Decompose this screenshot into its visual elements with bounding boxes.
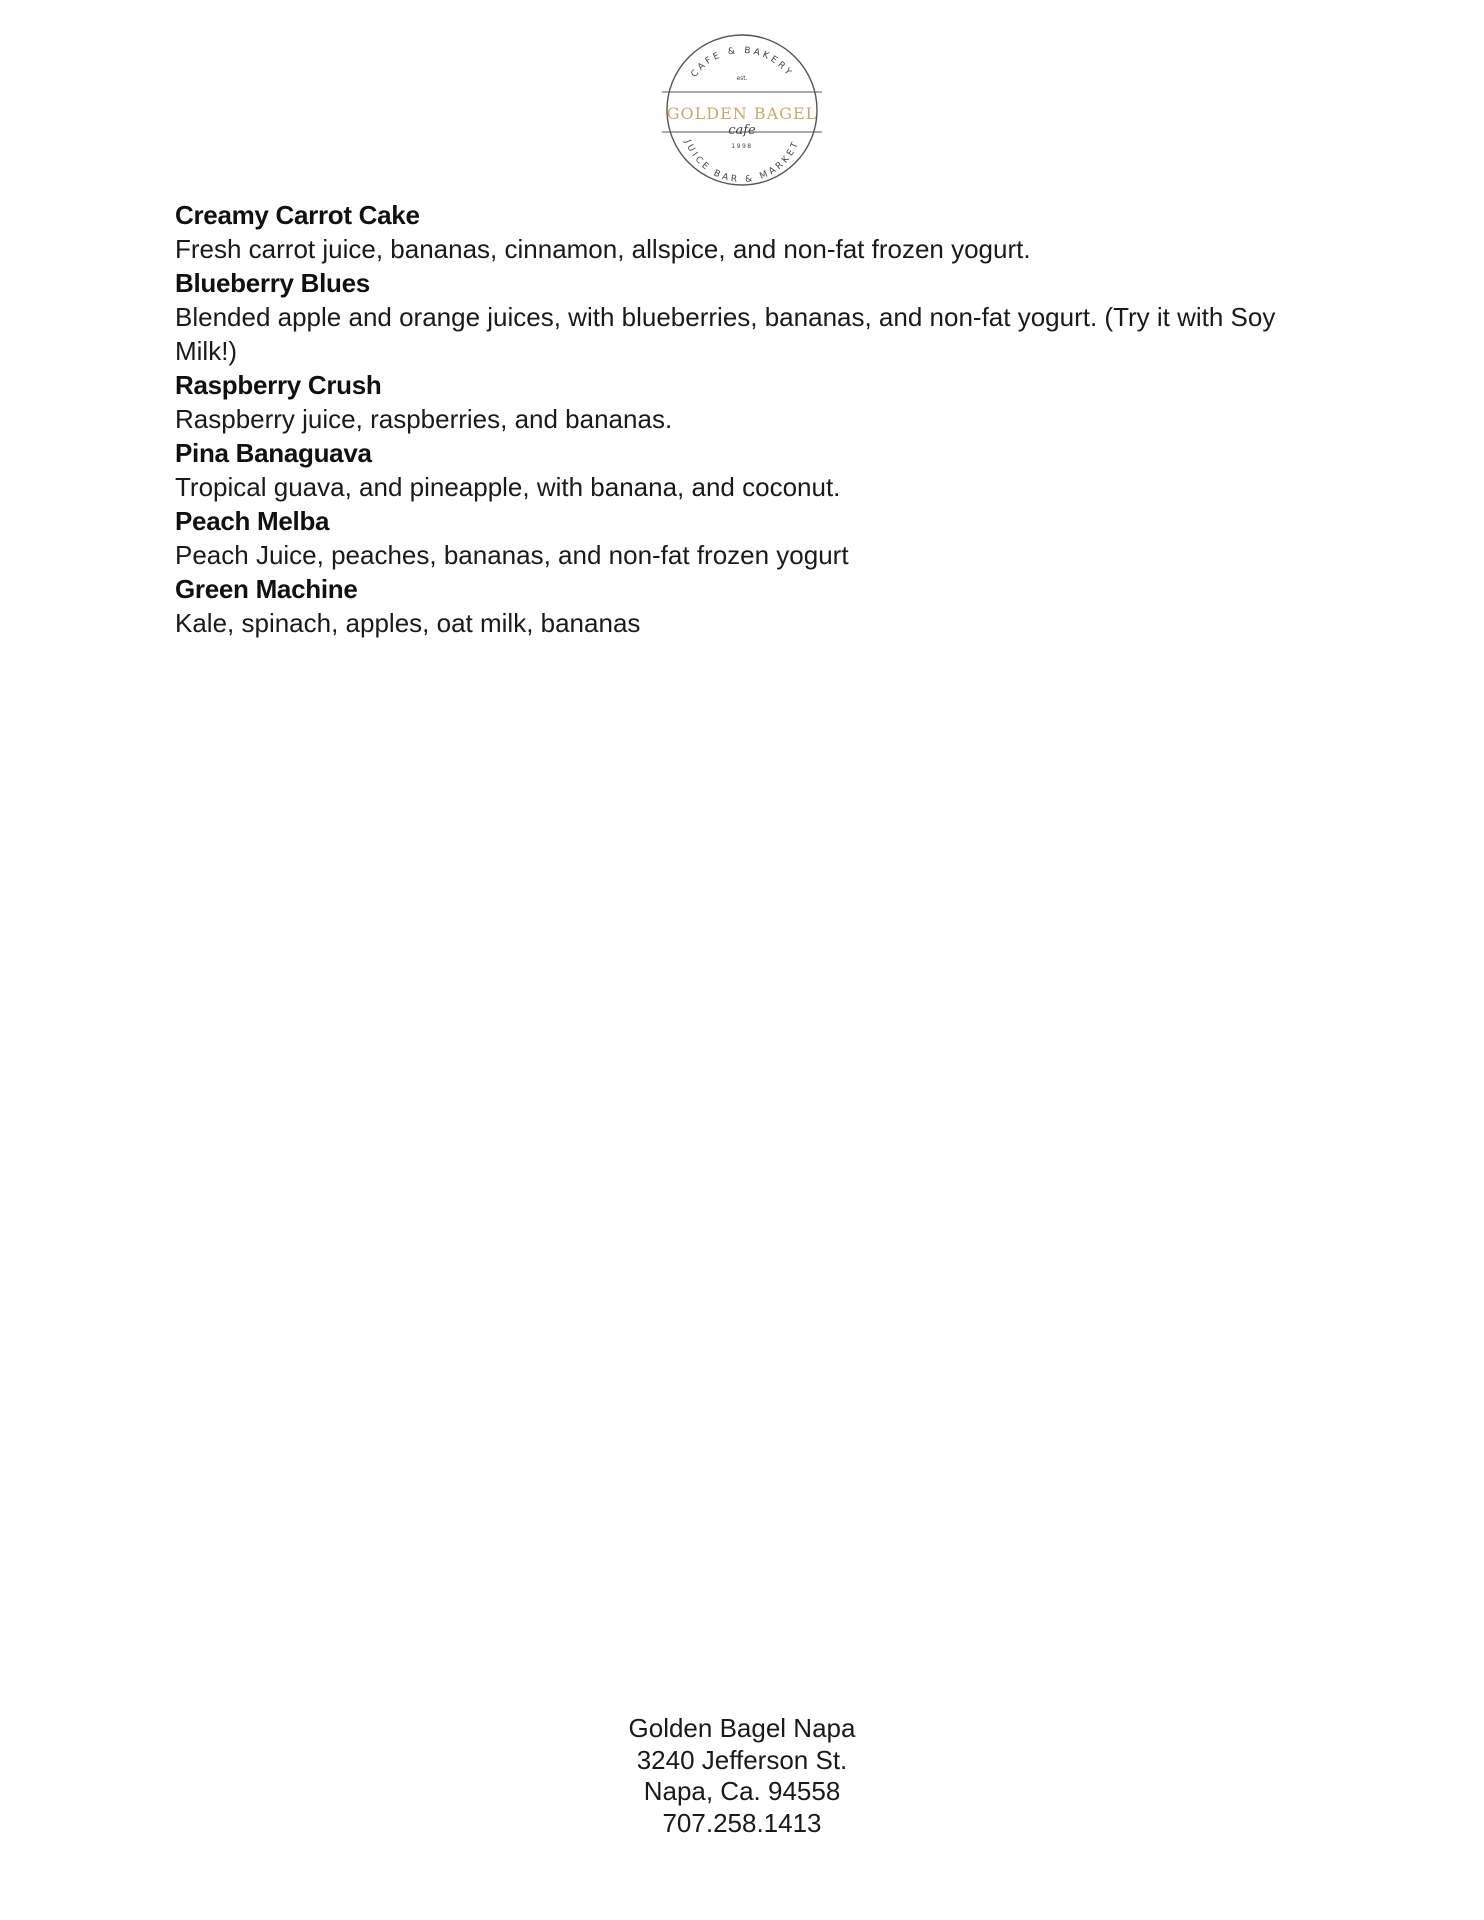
logo-sub: cafe xyxy=(728,123,756,138)
footer-address xyxy=(0,1713,1484,1839)
logo-bottom-arc: JUICE BAR & MARKET xyxy=(682,138,802,186)
logo-est: est. xyxy=(736,75,748,82)
menu-item-description: Raspberry juice, raspberries, and bananas. xyxy=(175,404,673,434)
footer-city: Napa, Ca. 94558 xyxy=(643,1776,841,1806)
footer-business-name: Golden Bagel Napa xyxy=(628,1713,856,1743)
cafe-logo-seal xyxy=(657,30,827,190)
menu-item-name: Creamy Carrot Cake xyxy=(175,200,420,230)
menu-item-name: Raspberry Crush xyxy=(175,370,382,400)
menu-item-description: Peach Juice, peaches, bananas, and non-fat frozen yogurt xyxy=(175,540,849,570)
menu-item xyxy=(175,436,1335,504)
footer-phone: 707.258.1413 xyxy=(662,1807,822,1838)
menu-item-description: Kale, spinach, apples, oat milk, bananas xyxy=(175,608,641,638)
menu-item xyxy=(175,504,1335,572)
logo-name: GOLDEN BAGEL xyxy=(666,104,818,123)
menu-item-name: Green Machine xyxy=(175,574,358,604)
smoothie-menu xyxy=(175,198,1335,640)
menu-item-description: Blended apple and orange juices, with blueberries, bananas, and non-fat yogurt. (Try it with Soy Milk!) xyxy=(175,302,1276,366)
menu-item-name: Blueberry Blues xyxy=(175,268,370,298)
menu-item-name: Peach Melba xyxy=(175,506,330,536)
logo-top-arc: CAFE & BAKERY xyxy=(689,45,795,80)
menu-item xyxy=(175,368,1335,436)
cafe-logo xyxy=(657,30,827,190)
menu-item xyxy=(175,266,1335,368)
menu-item-name: Pina Banaguava xyxy=(175,438,372,468)
menu-item-description: Tropical guava, and pineapple, with banana, and coconut. xyxy=(175,472,841,502)
menu-item xyxy=(175,572,1335,640)
logo-year: 1998 xyxy=(731,143,753,150)
footer-street: 3240 Jefferson St. xyxy=(636,1744,848,1775)
menu-item xyxy=(175,198,1335,266)
menu-item-description: Fresh carrot juice, bananas, cinnamon, allspice, and non-fat frozen yogurt. xyxy=(175,234,1031,264)
